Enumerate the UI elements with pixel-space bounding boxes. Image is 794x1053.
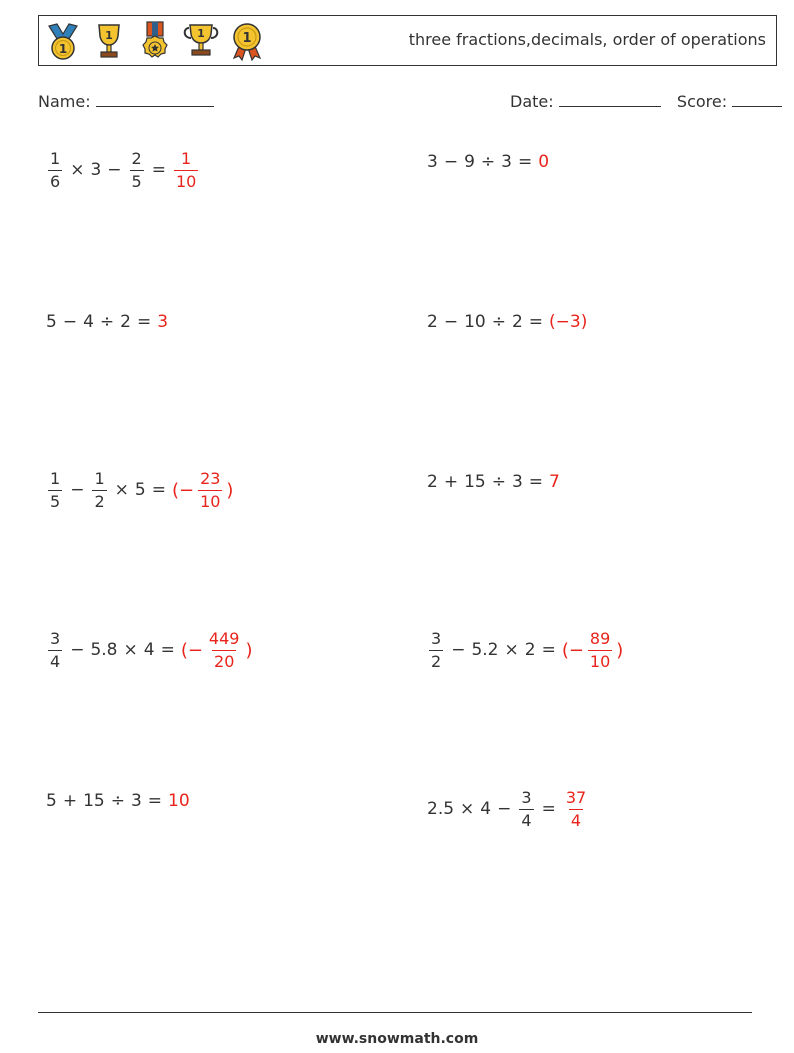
numerator: 1 [50,468,61,488]
svg-text:1: 1 [242,31,252,46]
operator: × [504,640,519,660]
star-medal-icon [135,20,175,62]
term: 4 [480,799,492,819]
denominator: 5 [131,171,142,191]
numerator: 3 [431,628,442,648]
answer-text: ) [616,639,624,661]
score-label: Score: [676,92,728,111]
denominator: 5 [50,491,61,511]
problem-2 [426,134,550,190]
numerator: 1 [94,468,105,488]
problem-1 [45,142,201,198]
answer-text: 7 [549,472,560,492]
worksheet-title: three fractions,decimals, order of operations [408,30,766,49]
term: 2 [427,312,438,332]
term: 5 [46,312,57,332]
problem-5 [45,462,234,518]
denominator: 10 [589,651,611,671]
answer-text: 10 [168,791,190,811]
answer-text: 3 [157,312,169,332]
answer-text: 0 [538,152,550,172]
name-field [38,92,214,111]
footer-url: www.snowmath.com [315,1031,479,1047]
worksheet-header [38,15,777,66]
term: 3 [90,160,102,180]
operator: × [114,480,129,500]
term: 15 [83,791,105,811]
denominator: 4 [570,810,582,830]
fraction [48,468,62,511]
denominator: 4 [521,810,532,830]
footer-divider [38,1012,752,1013]
svg-text:1: 1 [58,42,68,56]
numerator: 3 [521,787,532,807]
answer-text: (− [180,639,203,661]
denominator: 6 [50,171,61,191]
numerator: 1 [50,148,61,168]
denominator: 2 [94,491,105,511]
term: 5 [46,791,57,811]
operator: ÷ [491,312,506,332]
operator: = [151,160,166,180]
operator: = [541,799,556,819]
fraction [48,148,62,191]
operator: × [460,799,475,819]
rosette-ribbon-icon [227,20,267,62]
operator: − [70,480,85,500]
term: 3 [130,791,142,811]
term: 2 [427,472,438,492]
answer-fraction [588,628,612,671]
fraction [429,628,443,671]
operator: + [62,791,78,811]
answer-fraction [564,787,588,830]
date-line[interactable] [559,92,661,107]
term: 3 [501,152,512,172]
operator: = [147,791,163,811]
term: 5.2 [471,640,499,660]
answer-fraction [174,148,198,191]
operator: − [451,640,466,660]
problem-10 [426,781,591,837]
problem-8 [426,622,624,678]
numerator: 89 [589,628,611,648]
term: 9 [464,152,475,172]
numerator: 37 [565,787,587,807]
numerator: 449 [208,628,240,648]
operator: ÷ [110,791,125,811]
date-field [510,92,782,111]
problem-7 [45,622,254,678]
operator: × [123,640,138,660]
operator: = [517,152,533,172]
operator: = [528,312,544,332]
problem-3 [45,294,169,350]
fraction [130,148,144,191]
problem-9 [45,773,191,829]
operator: − [70,640,85,660]
term: 2.5 [427,799,455,819]
operator: ÷ [99,312,115,332]
operator: = [136,312,152,332]
medal-blue-ribbon-icon [43,20,83,62]
term: 3 [511,472,523,492]
answer-text: ) [245,639,253,661]
answer-text: (− [561,639,584,661]
operator: − [497,799,512,819]
fraction [519,787,533,830]
date-label: Date: [510,92,554,111]
term: 2 [511,312,523,332]
score-line[interactable] [732,92,782,107]
fraction [92,468,106,511]
term: 3 [427,152,438,172]
operator: + [443,472,459,492]
term: 5.8 [90,640,118,660]
operator: = [151,480,166,500]
term: 10 [464,312,486,332]
svg-text:1: 1 [105,29,113,42]
operator: − [443,312,459,332]
name-label: Name: [38,92,91,111]
operator: = [541,640,556,660]
trophy-cup-icon [89,20,129,62]
answer-fraction [198,468,222,511]
fraction [48,628,62,671]
award-icons [43,20,267,62]
term: 15 [464,472,486,492]
numerator: 3 [50,628,61,648]
problem-4 [426,294,588,350]
numerator: 2 [131,148,142,168]
denominator: 4 [50,651,61,671]
operator: = [528,472,544,492]
numerator: 23 [200,468,221,488]
operator: − [62,312,78,332]
answer-text: (−3) [549,312,588,332]
numerator: 1 [181,148,192,168]
denominator: 10 [175,171,197,191]
operator: ÷ [491,472,506,492]
operator: × [70,160,85,180]
operator: − [107,160,122,180]
problem-6 [426,454,561,510]
answer-fraction [207,628,242,671]
operator: − [443,152,459,172]
trophy-handles-icon [181,20,221,62]
operator: ÷ [480,152,496,172]
denominator: 2 [431,651,442,671]
answer-text: ) [226,479,234,501]
term: 4 [83,312,94,332]
svg-text:1: 1 [197,27,205,40]
term: 5 [134,480,146,500]
answer-text: (− [171,479,195,501]
denominator: 10 [200,491,221,511]
operator: = [160,640,175,660]
term: 4 [143,640,155,660]
term: 2 [120,312,131,332]
denominator: 20 [214,651,235,671]
term: 2 [524,640,536,660]
name-line[interactable] [96,92,214,107]
